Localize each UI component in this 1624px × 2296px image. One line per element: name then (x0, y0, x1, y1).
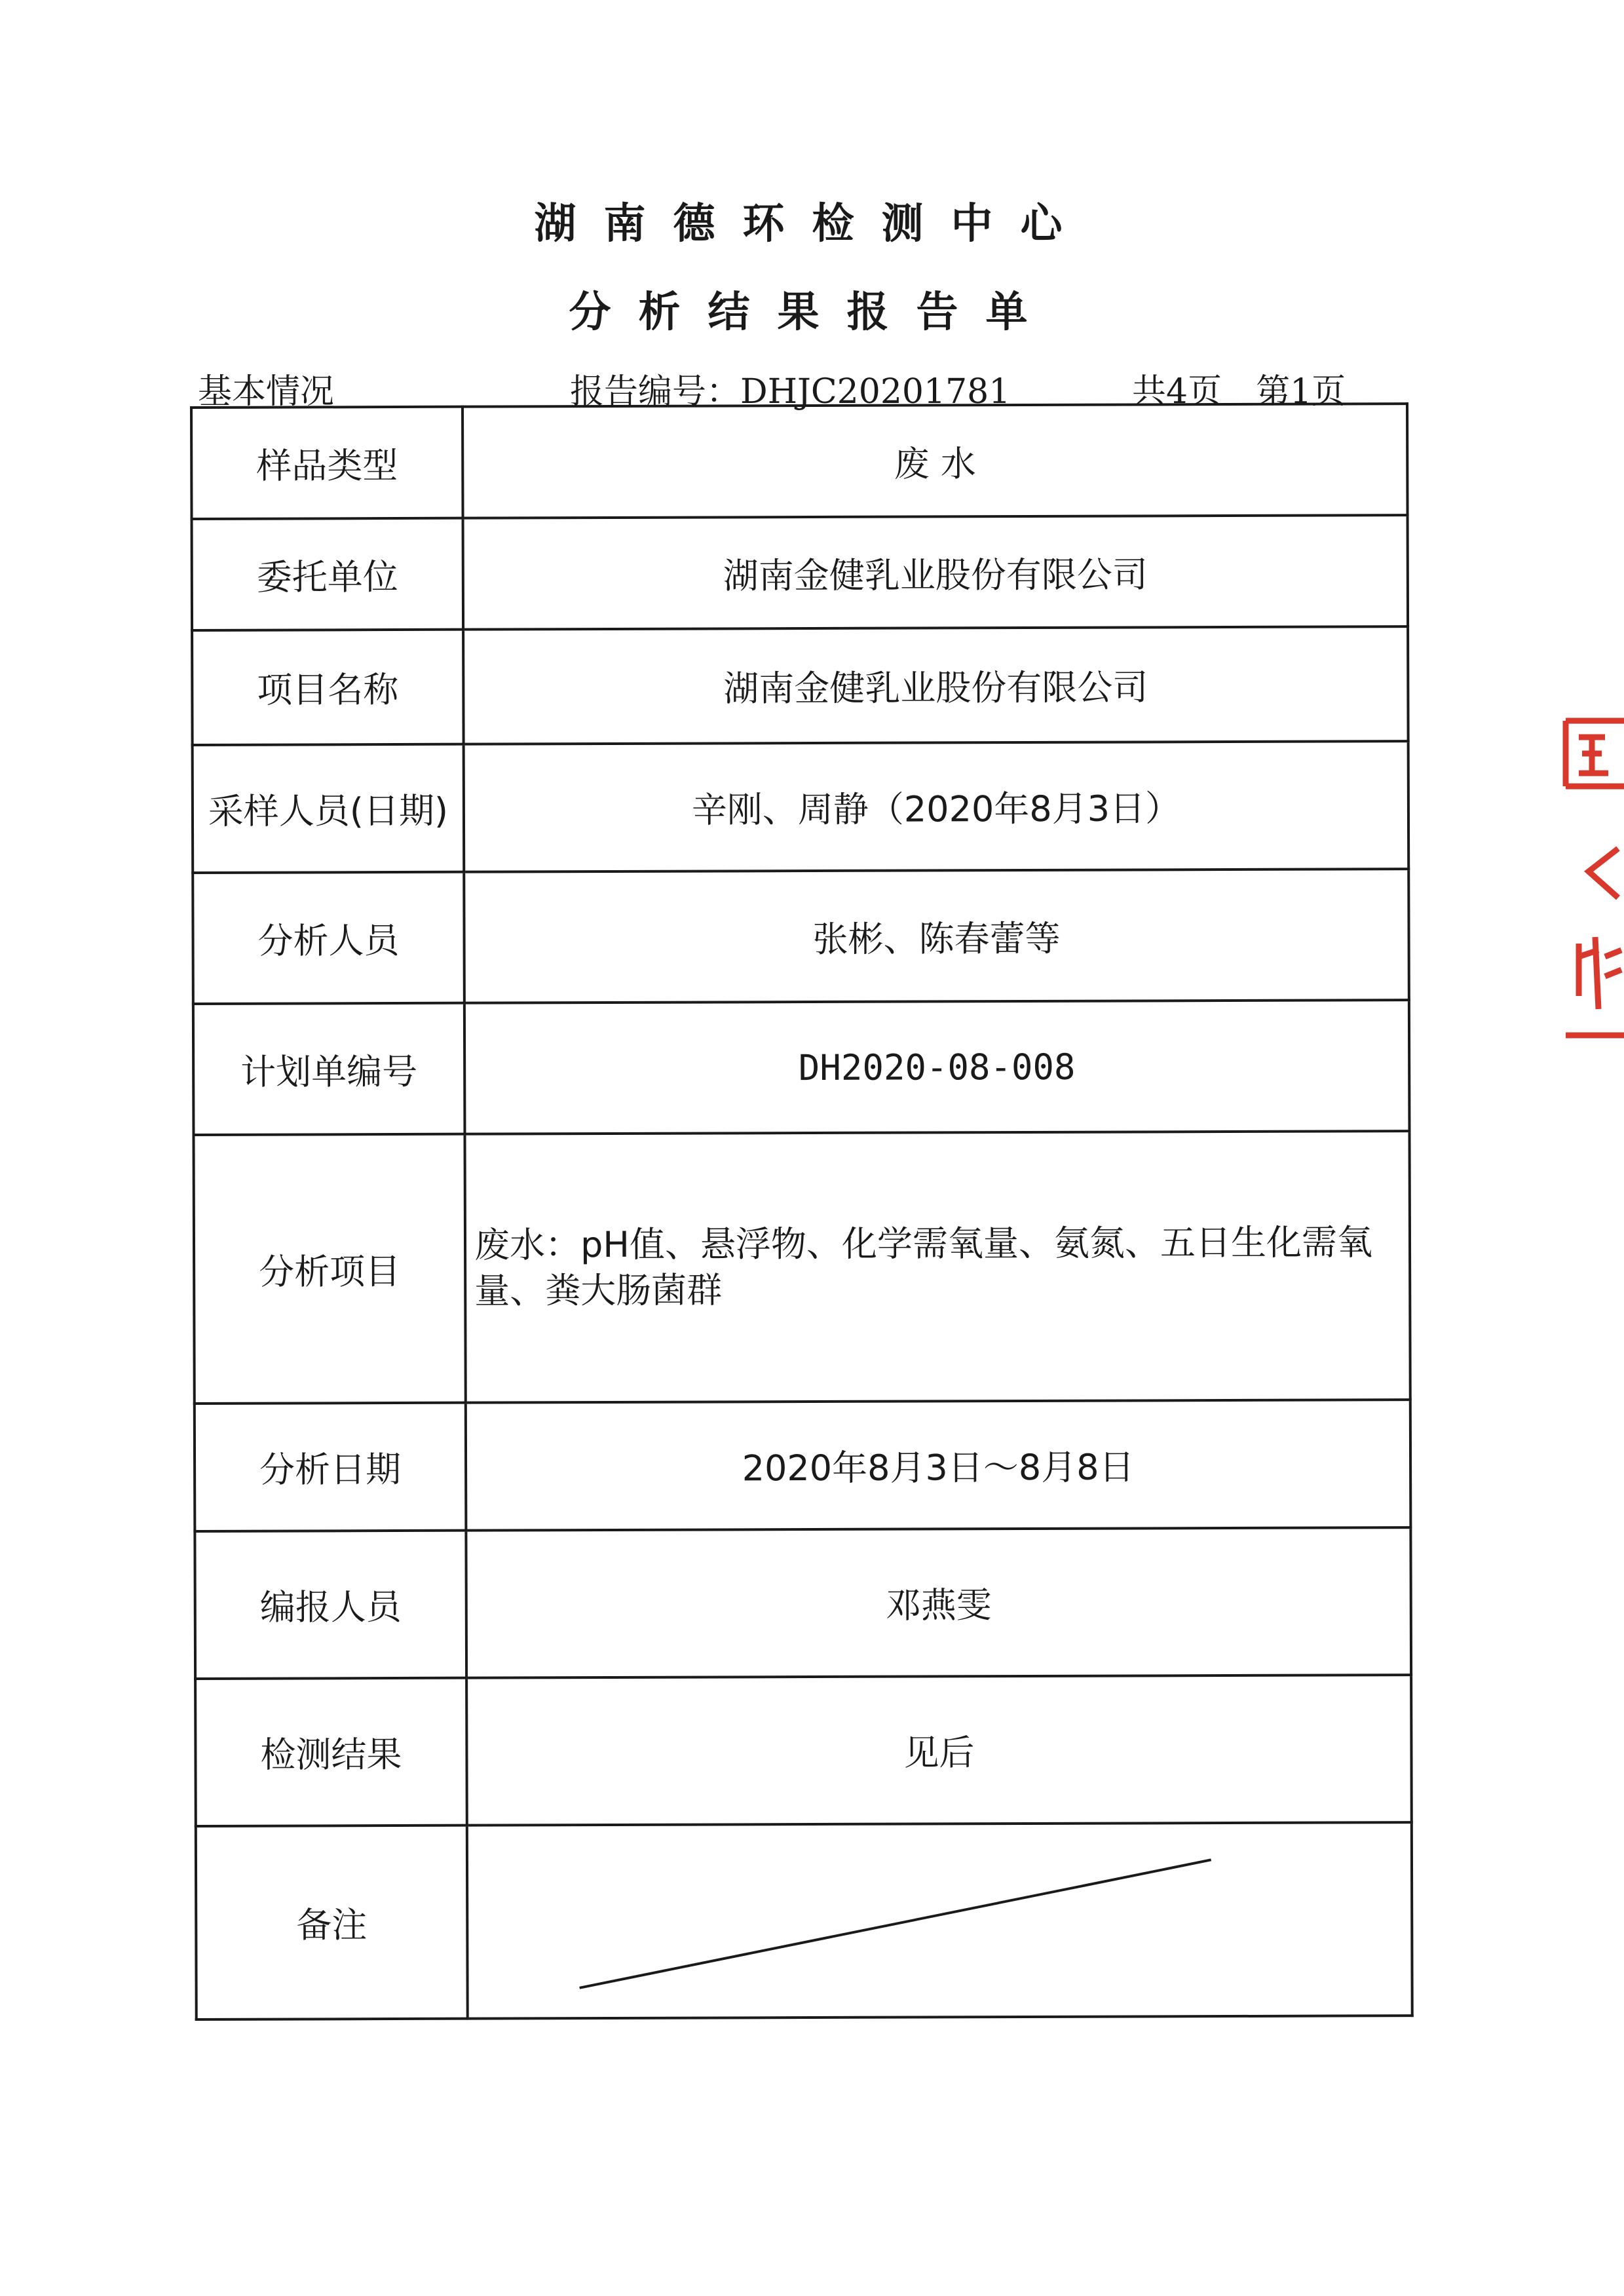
row-label: 样品类型 (191, 407, 463, 519)
row-value: 湖南金健乳业股份有限公司 (463, 626, 1408, 744)
row-value: 见后 (466, 1675, 1412, 1826)
row-label: 分析人员 (193, 872, 464, 1004)
section-label: 基本情况 (198, 372, 335, 411)
document-title: 分析结果报告单 (569, 288, 1055, 337)
row-label: 委托单位 (192, 518, 464, 630)
table-row (196, 1822, 1412, 2019)
table-row (195, 1400, 1411, 1531)
page-count: 共4页 第1页 (1132, 372, 1346, 411)
row-label: 分析项目 (193, 1134, 465, 1404)
table-row (191, 404, 1408, 519)
row-value: 湖南金健乳业股份有限公司 (463, 515, 1408, 630)
row-label: 分析日期 (195, 1403, 466, 1531)
table-row (193, 741, 1409, 873)
table-row (193, 1000, 1410, 1135)
row-label: 项目名称 (192, 630, 464, 745)
row-value: DH2020-08-008 (464, 1000, 1410, 1134)
row-value: 邓燕雯 (466, 1527, 1411, 1678)
row-label: 采样人员(日期) (193, 744, 464, 873)
row-value: 2020年8月3日～8月8日 (466, 1400, 1411, 1531)
table-row (192, 515, 1408, 630)
table-row (195, 1675, 1412, 1826)
table-row (193, 869, 1409, 1004)
row-label: 编报人员 (195, 1531, 466, 1679)
remarks-slash-line (468, 1824, 1411, 2018)
row-label: 备注 (196, 1826, 468, 2019)
row-value: 废水：pH值、悬浮物、化学需氧量、氨氮、五日生化需氧量、粪大肠菌群 (464, 1131, 1410, 1403)
red-seal-stamp (1559, 708, 1624, 1048)
table-row (195, 1527, 1411, 1679)
row-value: 辛刚、周静（2020年8月3日） (464, 741, 1409, 872)
table-row (193, 1131, 1410, 1404)
report-number: 报告编号：DHJC20201781 (570, 372, 1011, 411)
row-label: 计划单编号 (193, 1003, 465, 1135)
row-label: 检测结果 (195, 1678, 467, 1826)
table-row (192, 626, 1408, 745)
org-title: 湖南德环检测中心 (534, 200, 1090, 248)
row-value: 废 水 (463, 404, 1408, 518)
report-table (190, 402, 1414, 2021)
remarks-cell (467, 1822, 1412, 2019)
row-value: 张彬、陈春蕾等 (464, 869, 1409, 1003)
